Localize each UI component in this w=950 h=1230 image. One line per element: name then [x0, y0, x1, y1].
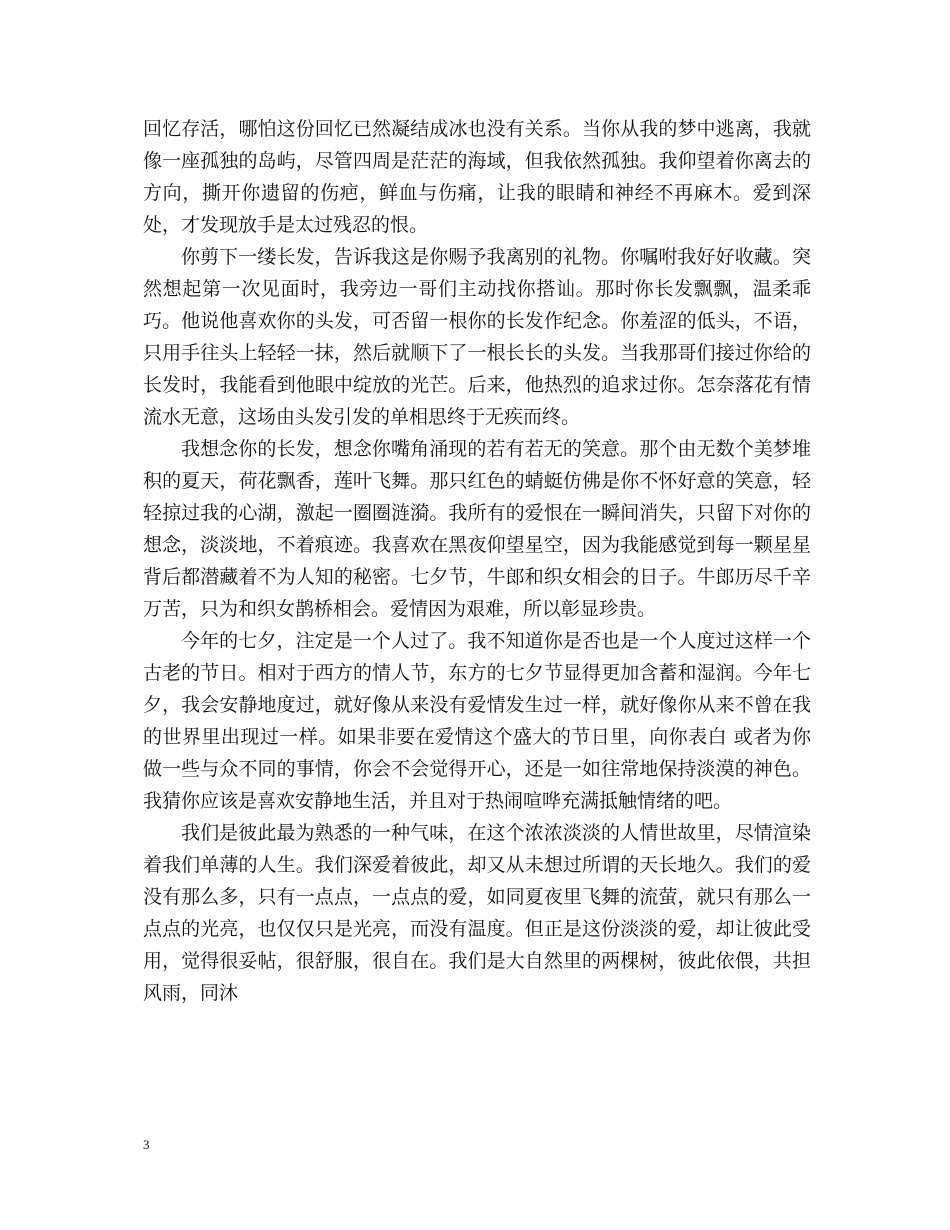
paragraph-5: 我们是彼此最为熟悉的一种气味，在这个浓浓淡淡的人情世故里，尽情渲染着我们单薄的人生。我们深爱着彼此，却又从未想过所谓的天长地久。我们的爱没有那么多，只有一点点，一点点的爱，如同夏夜里飞舞的流萤，就只有那么一点点的光亮，也仅仅只是光亮，而没有温度。但正是这份淡淡的爱，却让彼此受用，觉得很妥帖，很舒服，很自在。我们是大自然里的两棵树，彼此依偎，共担风雨，同沐: [143, 822, 811, 1004]
paragraph-3: 我想念你的长发，想念你嘴角涌现的若有若无的笑意。那个由无数个美梦堆积的夏天，荷花飘香，莲叶飞舞。那只红色的蜻蜓仿佛是你不怀好意的笑意，轻轻掠过我的心湖，激起一圈圈涟漪。我所有的爱恨在一瞬间消失，只留下对你的想念，淡淡地，不着痕迹。我喜欢在黑夜仰望星空，因为我能感觉到每一颗星星背后都潜藏着不为人知的秘密。七夕节，牛郎和织女相会的日子。牛郎历尽千辛万苦，只为和织女鹊桥相会。爱情因为艰难，所以彰显珍贵。: [143, 438, 811, 620]
paragraph-2: 你剪下一缕长发，告诉我这是你赐予我离别的礼物。你嘱咐我好好收藏。突然想起第一次见面时，我旁边一哥们主动找你搭讪。那时你长发飘飘，温柔乖巧。他说他喜欢你的头发，可否留一根你的长发作纪念。你羞涩的低头，不语，只用手往头上轻轻一抹，然后就顺下了一根长长的头发。当我那哥们接过你给的长发时，我能看到他眼中绽放的光芒。后来，他热烈的追求过你。怎奈落花有情流水无意，这场由头发引发的单相思终于无疾而终。: [143, 246, 811, 428]
page-number: 3: [143, 1137, 150, 1152]
paragraph-1: 回忆存活，哪怕这份回忆已然凝结成冰也没有关系。当你从我的梦中逃离，我就像一座孤独的岛屿，尽管四周是茫茫的海域，但我依然孤独。我仰望着你离去的方向，撕开你遗留的伤疤，鲜血与伤痛，让我的眼睛和神经不再麻木。爱到深处，才发现放手是太过残忍的恨。: [143, 118, 811, 236]
document-body: [143, 113, 811, 1009]
paragraph-4: 今年的七夕，注定是一个人过了。我不知道你是否也是一个人度过这样一个古老的节日。相对于西方的情人节，东方的七夕节显得更加含蓄和湿润。今年七夕，我会安静地度过，就好像从来没有爱情发生过一样，就好像你从来不曾在我的世界里出现过一样。如果非要在爱情这个盛大的节日里，向你表白 或者为你做一些与众不同的事情，你会不会觉得开心，还是一如往常地保持淡漠的神色。我猜你应该是喜欢安静地生活，并且对于热闹喧哗充满抵触情绪的吧。: [143, 630, 811, 812]
